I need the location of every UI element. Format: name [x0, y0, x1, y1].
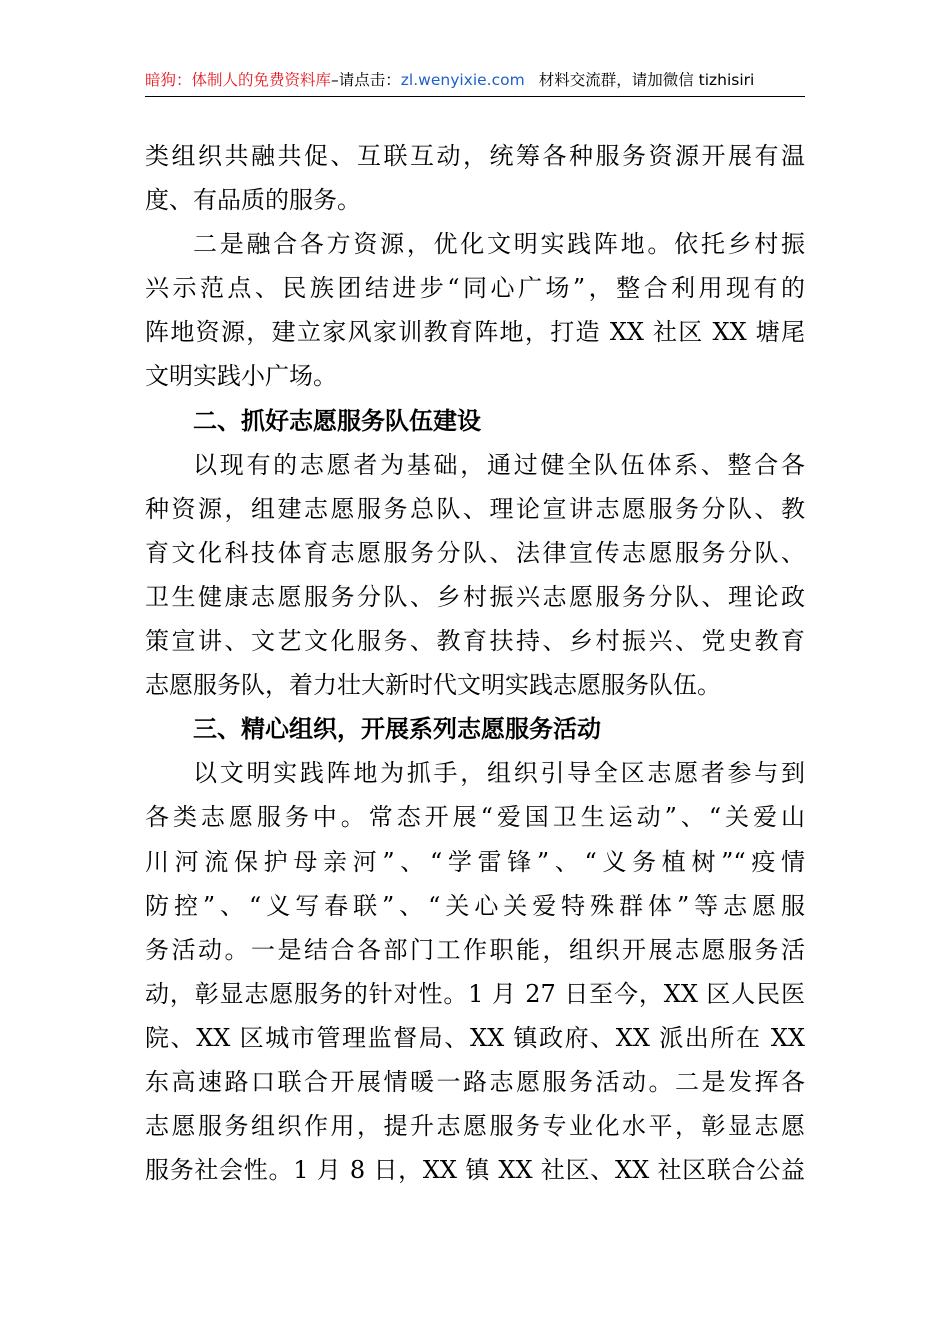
header-click-prompt: –请点击：	[331, 71, 401, 89]
body-line: 度、有品质的服务。	[145, 186, 361, 215]
body-line: 志愿服务队，着力壮大新时代文明实践志愿服务队伍。	[145, 671, 721, 700]
body-line: 动，彰显志愿服务的针对性。1 月 27 日至今，XX 区人民医	[145, 979, 805, 1008]
body-line: 阵地资源，建立家风家训教育阵地，打造 XX 社区 XX 塘尾	[145, 318, 805, 347]
body-line: 以现有的志愿者为基础，通过健全队伍体系、整合各	[193, 450, 805, 479]
body-line: 二是融合各方资源，优化文明实践阵地。依托乡村振	[193, 230, 805, 259]
body-line: 以文明实践阵地为抓手，组织引导全区志愿者参与到	[193, 759, 805, 788]
body-line: 服务社会性。1 月 8 日，XX 镇 XX 社区、XX 社区联合公益	[145, 1156, 805, 1185]
body-line: 务活动。一是结合各部门工作职能，组织开展志愿服务活	[145, 935, 805, 964]
header-brand: 暗狗：体制人的免费资料库	[145, 71, 332, 89]
body-line: 川河流保护母亲河”、“学雷锋”、“义务植树”“疫情	[145, 847, 805, 876]
body-line: 志愿服务组织作用，提升志愿服务专业化水平，彰显志愿	[145, 1112, 805, 1141]
body-line: 东高速路口联合开展情暖一路志愿服务活动。二是发挥各	[145, 1067, 805, 1096]
header-divider	[145, 96, 805, 97]
body-line: 各类志愿服务中。常态开展“爱国卫生运动”、“关爱山	[145, 803, 805, 832]
body-line: 文明实践小广场。	[145, 362, 337, 391]
section-heading: 二、抓好志愿服务队伍建设	[193, 406, 481, 435]
header-group-note: 材料交流群，请加微信 tizhisiri	[538, 71, 755, 89]
header-link[interactable]: zl.wenyixie.com	[400, 71, 525, 89]
body-line: 兴示范点、民族团结进步“同心广场”，整合利用现有的	[145, 274, 805, 303]
body-line: 防控”、“义写春联”、“关心关爱特殊群体”等志愿服	[145, 891, 805, 920]
body-line: 育文化科技体育志愿服务分队、法律宣传志愿服务分队、	[145, 538, 805, 567]
body-line: 院、XX 区城市管理监督局、XX 镇政府、XX 派出所在 XX	[145, 1023, 805, 1052]
body-line: 类组织共融共促、互联互动，统筹各种服务资源开展有温	[145, 142, 805, 170]
document-body	[145, 134, 805, 1192]
page-header	[145, 66, 805, 94]
body-line: 种资源，组建志愿服务总队、理论宣讲志愿服务分队、教	[145, 494, 805, 523]
body-line: 卫生健康志愿服务分队、乡村振兴志愿服务分队、理论政	[145, 582, 805, 611]
body-line: 策宣讲、文艺文化服务、教育扶持、乡村振兴、党史教育	[145, 627, 805, 656]
section-heading: 三、精心组织，开展系列志愿服务活动	[193, 715, 601, 744]
